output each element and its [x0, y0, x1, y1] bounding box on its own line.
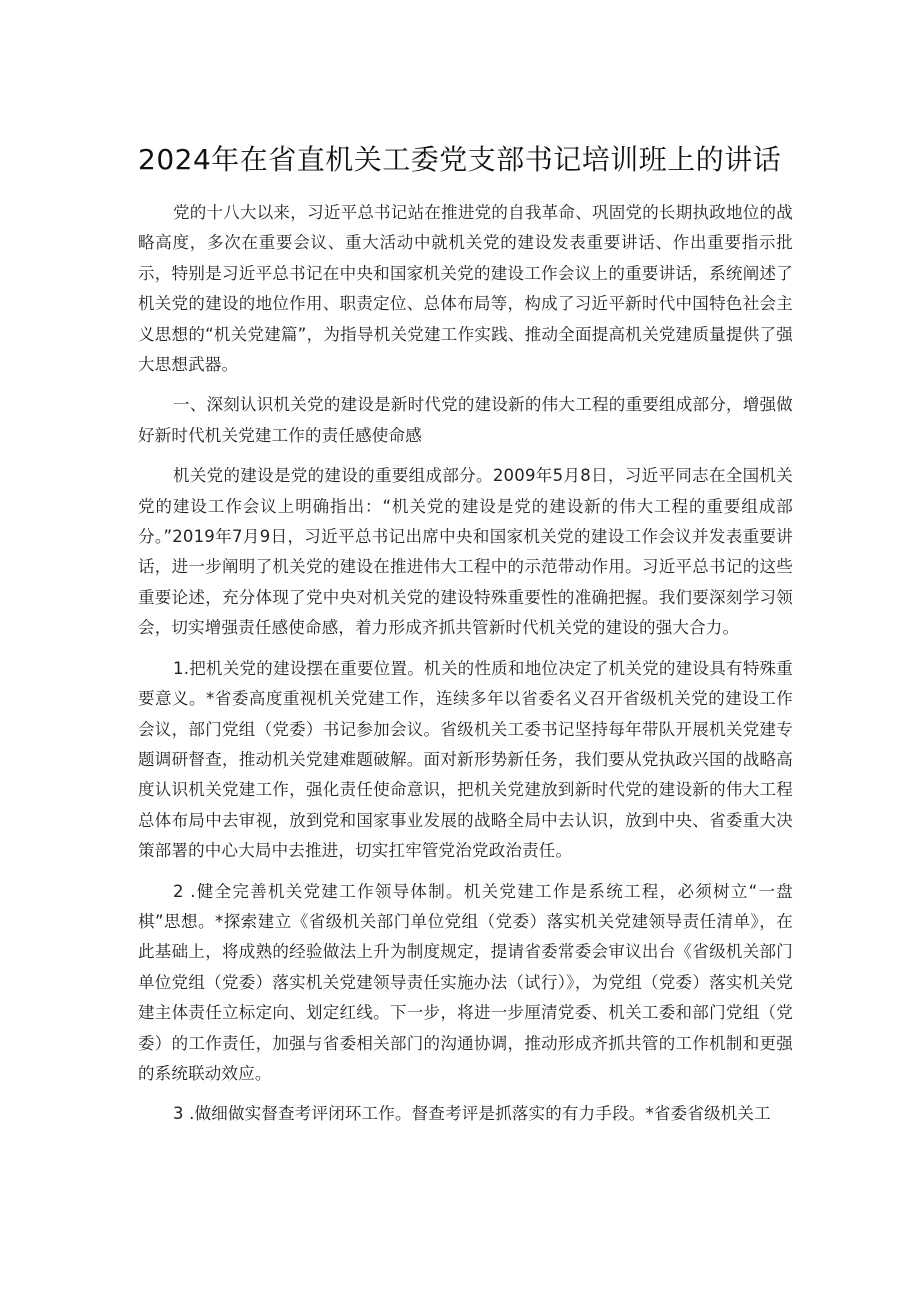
paragraph-item-2: 2 .健全完善机关党建工作领导体制。机关党建工作是系统工程，必须树立“一盘棋”思想。*探索建立《省级机关部门单位党组（党委）落实机关党建领导责任清单》，在此基础上，将成熟的经验做法上升为制度规定，提请省委常委会审议出台《省级机关部门单位党组（党委）落实机关党建领导责任实施办法（试行）》，为党组（党委）落实机关党建主体责任立标定向、划定红线。下一步，将进一步厘清党委、机关工委和部门党组（党委）的工作责任，加强与省委相关部门的沟通协调，推动形成齐抓共管的工作机制和更强的系统联动效应。 — [138, 881, 793, 1083]
document-title: 2024年在省直机关工委党支部书记培训班上的讲话 — [138, 143, 782, 176]
paragraph-section-1-intro: 机关党的建设是党的建设的重要组成部分。2009年5月8日，习近平同志在全国机关党的建设工作会议上明确指出：“机关党的建设是党的建设新的伟大工程的重要组成部分。”2019年7月9日，习近平总书记出席中央和国家机关党的建设工作会议并发表重要讲话，进一步阐明了机关党的建设在推进伟大工程中的示范带动作用。习近平总书记的这些重要论述，充分体现了党中央对机关党的建设特殊重要性的准确把握。我们要深刻学习领会，切实增强责任感使命感，着力形成齐抓共管新时代机关党的建设的强大合力。 — [138, 466, 793, 638]
paragraph-intro: 党的十八大以来，习近平总书记站在推进党的自我革命、巩固党的长期执政地位的战略高度，多次在重要会议、重大活动中就机关党的建设发表重要讲话、作出重要指示批示，特别是习近平总书记在中央和国家机关党的建设工作会议上的重要讲话，系统阐述了机关党的建设的地位作用、职责定位、总体布局等，构成了习近平新时代中国特色社会主义思想的“机关党建篇”，为指导机关党建工作实践、推动全面提高机关党建质量提供了强大思想武器。 — [138, 203, 793, 375]
document-body — [138, 198, 793, 1140]
section-heading-1: 一、深刻认识机关党的建设是新时代党的建设新的伟大工程的重要组成部分，增强做好新时代机关党建工作的责任感使命感 — [138, 395, 793, 445]
paragraph-item-1: 1.把机关党的建设摆在重要位置。机关的性质和地位决定了机关党的建设具有特殊重要意义。*省委高度重视机关党建工作，连续多年以省委名义召开省级机关党的建设工作会议，部门党组（党委）书记参加会议。省级机关工委书记坚持每年带队开展机关党建专题调研督查，推动机关党建难题破解。面对新形势新任务，我们要从党执政兴国的战略高度认识机关党建工作，强化责任使命意识，把机关党建放到新时代党的建设新的伟大工程总体布局中去审视，放到党和国家事业发展的战略全局中去认识，放到中央、省委重大决策部署的中心大局中去推进，切实扛牢管党治党政治责任。 — [138, 658, 793, 861]
paragraph-item-3: 3 .做细做实督查考评闭环工作。督查考评是抓落实的有力手段。*省委省级机关工 — [173, 1104, 771, 1124]
